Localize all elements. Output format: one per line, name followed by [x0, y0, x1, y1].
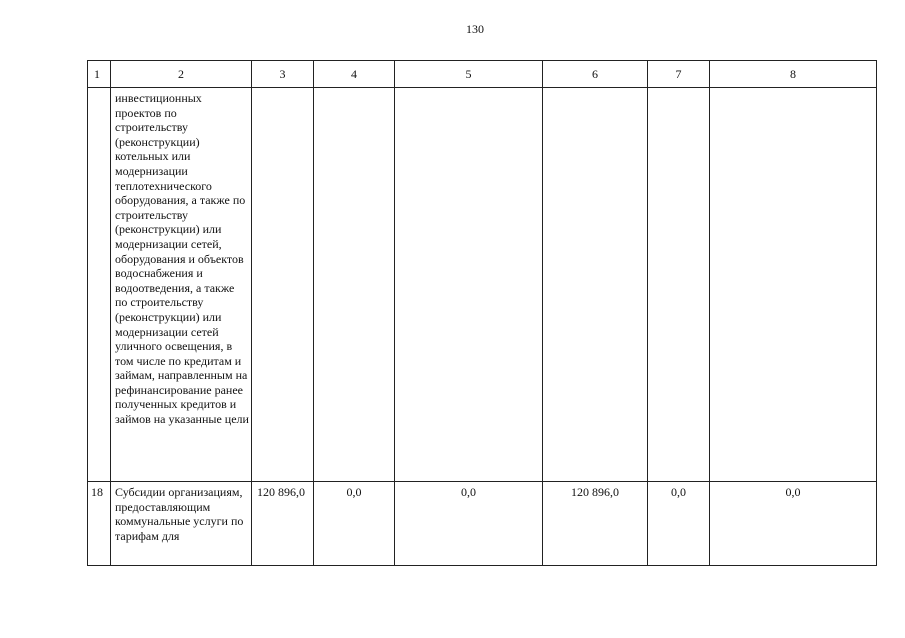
value-col-4: 0,0 [346, 485, 362, 499]
header-col-2: 2 [111, 61, 252, 88]
cell-row-number [88, 88, 111, 482]
header-col-7: 7 [648, 61, 710, 88]
header-col-4: 4 [314, 61, 395, 88]
cell-col-5 [395, 482, 543, 566]
cell-description [111, 482, 252, 566]
cell-col-8 [710, 482, 877, 566]
cell-empty [252, 88, 314, 482]
table-row-continuation [88, 88, 877, 482]
value-col-6: 120 896,0 [571, 485, 619, 499]
header-col-6: 6 [543, 61, 648, 88]
cell-col-4 [314, 482, 395, 566]
cell-empty [395, 88, 543, 482]
cell-col-7 [648, 482, 710, 566]
header-row [88, 61, 877, 88]
cell-empty [543, 88, 648, 482]
row-description-text: Субсидии организациям, предоставляющим коммунальные услуги по тарифам для [115, 485, 244, 543]
cell-col-6 [543, 482, 648, 566]
cell-row-number [88, 482, 111, 566]
cell-description [111, 88, 252, 482]
header-col-5: 5 [395, 61, 543, 88]
cell-empty [314, 88, 395, 482]
value-col-7: 0,0 [671, 485, 686, 499]
table-row-18 [88, 482, 877, 566]
header-col-8: 8 [710, 61, 877, 88]
cell-empty [648, 88, 710, 482]
budget-table [87, 60, 877, 566]
header-col-3: 3 [252, 61, 314, 88]
value-col-5: 0,0 [461, 485, 476, 499]
value-col-8: 0,0 [785, 485, 801, 499]
row-number-text: 18 [91, 485, 103, 499]
value-col-3: 120 896,0 [257, 485, 305, 499]
header-col-1: 1 [88, 61, 111, 88]
continuation-description-text: инвестиционных проектов по строительству (реконструкции) котельных или модернизации теплотехнического оборудования, а также по строительству (реконструкции) или модернизации сетей, оборудования и объектов водоснабжения и водоотведения, а также по строительству (реконструкции) или модернизации сетей уличного освещения, в том числе по кредитам и займам, направленным на рефинансирование ранее полученных кредитов и займов на указанные цели [115, 91, 249, 427]
cell-empty [710, 88, 877, 482]
cell-col-3 [252, 482, 314, 566]
page-number: 130 [466, 22, 484, 36]
